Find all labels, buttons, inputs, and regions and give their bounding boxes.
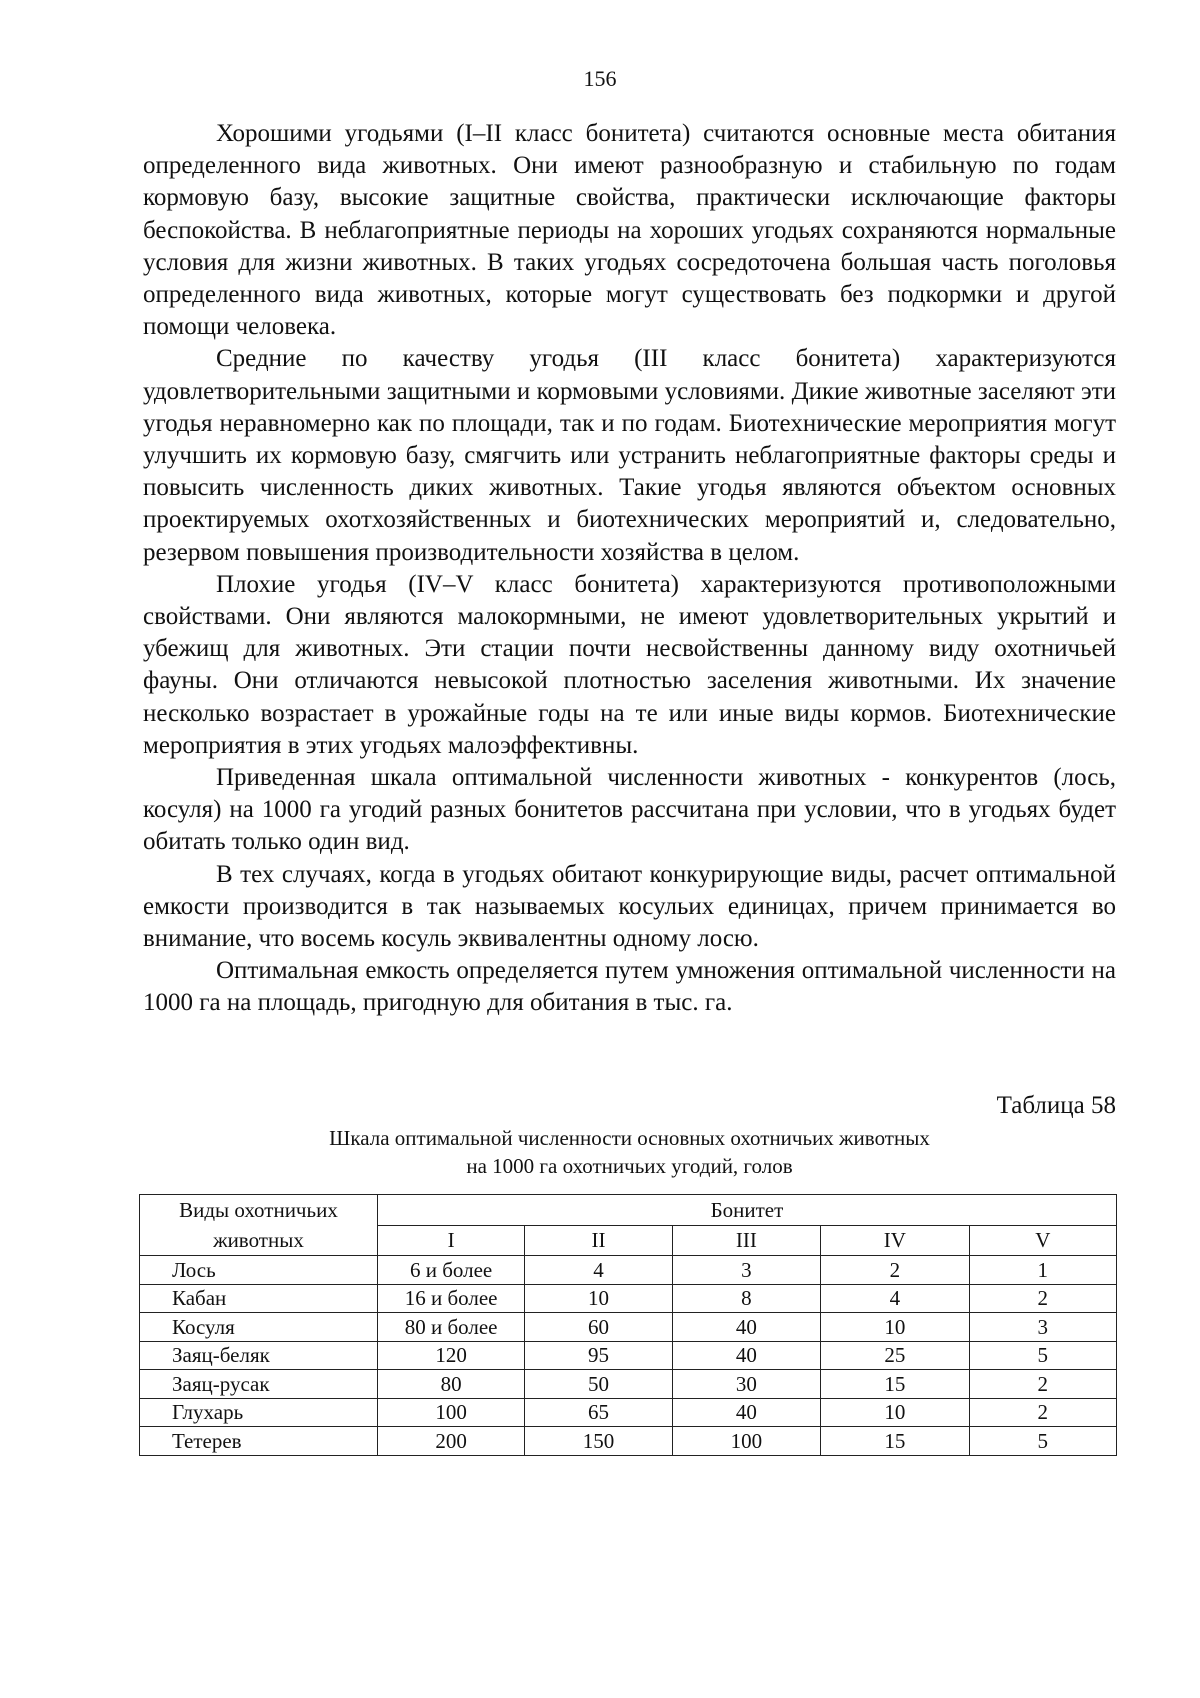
species-name: Заяц-русак — [140, 1370, 378, 1399]
table-caption — [143, 1124, 1116, 1180]
species-name: Лось — [140, 1256, 378, 1285]
species-name: Глухарь — [140, 1398, 378, 1427]
table-cell: 150 — [525, 1427, 672, 1456]
table-cell: 2 — [969, 1284, 1116, 1313]
paragraph: В тех случаях, когда в угодьях обитают конкурирующие виды, расчет оптимальной емкости производится в так называемых косульих единицах, причем принимается во внимание, что восемь косуль эквивалентны одному лосю. — [143, 860, 1116, 953]
paragraph: Средние по качеству угодья (III класс бонитета) характеризуются удовлетворительными защитными и кормовыми условиями. Дикие животные заселяют эти угодья неравномерно как по площади, так и по годам. Биотехнические мероприятия могут улучшить их кормовую базу, смягчить или устранить неблагоприятные факторы среды и повысить численность диких животных. Такие угодья являются объектом основных проектируемых охотхозяйственных и биотехнических мероприятий и, следовательно, резервом повышения производительности хозяйства в целом. — [143, 345, 1116, 566]
species-name: Тетерев — [140, 1427, 378, 1456]
table-cell: 2 — [969, 1370, 1116, 1399]
table-cell: 80 — [377, 1370, 524, 1399]
table-cell: 40 — [672, 1341, 820, 1370]
table-cell: 40 — [672, 1398, 820, 1427]
paragraph: Плохие угодья (IV–V класс бонитета) характеризуются противоположными свойствами. Они являются малокормными, не имеют удовлетворительных укрытий и убежищ для животных. Эти стации почти несвойственны данному виду охотничьей фауны. Они отличаются невысокой плотностью заселения животными. Их значение несколько возрастает в урожайные годы на те или иные виды кормов. Биотехнические мероприятия в этих угодьях малоэффективны. — [143, 570, 1116, 759]
paragraph: Хорошими угодьями (I–II класс бонитета) считаются основные места обитания определенного вида животных. Они имеют разнообразную и стабильную по годам кормовую базу, высокие защитные свойства, практически исключающие факторы беспокойства. В неблагоприятные периоды на хороших угодьях сохраняются нормальные условия для жизни животных. В таких угодьях сосредоточена большая часть поголовья определенного вида животных, которые могут существовать без подкормки и другой помощи человека. — [143, 120, 1116, 341]
species-column-header: Виды охотничьих животных — [140, 1195, 378, 1256]
table-cell: 16 и более — [377, 1284, 524, 1313]
table-row — [140, 1427, 1117, 1456]
table-cell: 3 — [969, 1313, 1116, 1342]
table-row — [140, 1284, 1117, 1313]
table-cell: 15 — [821, 1427, 969, 1456]
paragraph: Оптимальная емкость определяется путем умножения оптимальной численности на 1000 га на площадь, пригодную для обитания в тыс. га. — [143, 957, 1116, 1017]
table-cell: 5 — [969, 1427, 1116, 1456]
table-row — [140, 1370, 1117, 1399]
table-cell: 100 — [672, 1427, 820, 1456]
table-cell: 30 — [672, 1370, 820, 1399]
table-cell: 1 — [969, 1256, 1116, 1285]
table-cell: 4 — [525, 1256, 672, 1285]
table-row — [140, 1313, 1117, 1342]
bonitet-class-header: V — [969, 1225, 1116, 1256]
species-name: Кабан — [140, 1284, 378, 1313]
table-cell: 40 — [672, 1313, 820, 1342]
table-caption-line: Шкала оптимальной численности основных охотничьих животных — [329, 1126, 930, 1150]
table-cell: 25 — [821, 1341, 969, 1370]
bonitet-class-header: IV — [821, 1225, 969, 1256]
bonitet-class-header: II — [525, 1225, 672, 1256]
table-number: Таблица 58 — [996, 1092, 1116, 1119]
table-row — [140, 1341, 1117, 1370]
table-row — [140, 1256, 1117, 1285]
table-cell: 3 — [672, 1256, 820, 1285]
table-cell: 2 — [821, 1256, 969, 1285]
bonitet-group-header: Бонитет — [377, 1195, 1116, 1226]
table-cell: 200 — [377, 1427, 524, 1456]
table-cell: 10 — [821, 1398, 969, 1427]
table-cell: 4 — [821, 1284, 969, 1313]
paragraph: Приведенная шкала оптимальной численности животных - конкурентов (лось, косуля) на 1000 га угодий разных бонитетов рассчитана при условии, что в угодьях будет обитать только один вид. — [143, 764, 1116, 856]
body-text — [143, 118, 1116, 1020]
table-cell: 60 — [525, 1313, 672, 1342]
table-cell: 15 — [821, 1370, 969, 1399]
species-name: Заяц-беляк — [140, 1341, 378, 1370]
table-cell: 6 и более — [377, 1256, 524, 1285]
page-number: 156 — [583, 66, 617, 91]
table-cell: 10 — [821, 1313, 969, 1342]
table-cell: 120 — [377, 1341, 524, 1370]
bonitet-table — [139, 1194, 1117, 1456]
table-cell: 80 и более — [377, 1313, 524, 1342]
table-cell: 100 — [377, 1398, 524, 1427]
table-caption-line: на 1000 га охотничьих угодий, голов — [466, 1154, 793, 1178]
bonitet-class-header: III — [672, 1225, 820, 1256]
species-name: Косуля — [140, 1313, 378, 1342]
table-header-row — [140, 1195, 1117, 1226]
table-cell: 95 — [525, 1341, 672, 1370]
table-cell: 50 — [525, 1370, 672, 1399]
table-cell: 2 — [969, 1398, 1116, 1427]
table-cell: 65 — [525, 1398, 672, 1427]
table-cell: 5 — [969, 1341, 1116, 1370]
bonitet-class-header: I — [377, 1225, 524, 1256]
table-cell: 8 — [672, 1284, 820, 1313]
table-row — [140, 1398, 1117, 1427]
table-cell: 10 — [525, 1284, 672, 1313]
